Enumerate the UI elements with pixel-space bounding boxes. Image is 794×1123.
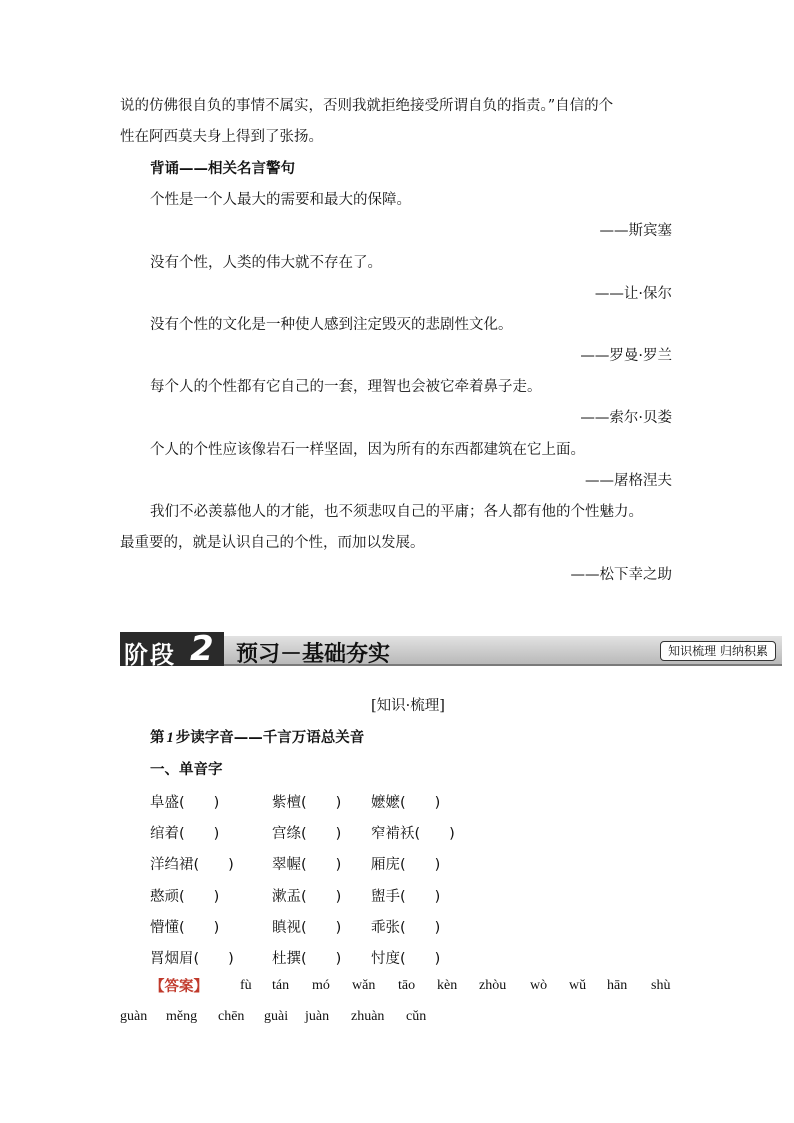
pinyin-answer: fù <box>240 978 252 993</box>
quote-text: 个人的个性应该像岩石一样坚固，因为所有的东西都建筑在它上面。 <box>150 442 585 458</box>
word-item: 盥手( ) <box>371 889 441 905</box>
quote-author: ——松下幸之助 <box>570 567 672 583</box>
quote-text-line-1: 我们不必羡慕他人的才能，也不须悲叹自己的平庸；各人都有他的个性魅力。 <box>150 504 643 520</box>
quote-text: 没有个性，人类的伟大就不存在了。 <box>150 255 382 271</box>
pinyin-answer: guài <box>264 1009 289 1024</box>
word-item: 漱盂( ) <box>272 889 342 905</box>
pinyin-answer: tāo <box>398 978 416 993</box>
step-prefix: 第 <box>150 730 165 746</box>
pinyin-answer: mó <box>312 978 330 993</box>
word-item: 罥烟眉( ) <box>150 951 234 967</box>
pinyin-answer: cǔn <box>406 1009 427 1024</box>
stage-badge <box>120 629 224 669</box>
step-suffix: 步读字音——千言万语总关音 <box>175 730 365 746</box>
quote-author: ——罗曼·罗兰 <box>580 348 672 364</box>
word-item: 杜撰( ) <box>272 951 342 967</box>
pinyin-answer: shù <box>651 978 671 993</box>
subheading: 一、单音字 <box>150 762 223 778</box>
quote-text: 没有个性的文化是一种使人感到注定毁灭的悲剧性文化。 <box>150 317 513 333</box>
word-item: 宫绦( ) <box>272 826 342 842</box>
stage-number: 2 <box>190 629 214 669</box>
banner-tag: 知识梳理 归纳积累 <box>660 641 776 661</box>
quote-text: 每个人的个性都有它自己的一套，理智也会被它牵着鼻子走。 <box>150 379 542 395</box>
pinyin-answer: zhuàn <box>351 1009 385 1024</box>
quote-text: 个性是一个人最大的需要和最大的保障。 <box>150 192 411 208</box>
pinyin-answer: kèn <box>437 978 458 993</box>
intro-line-2: 性在阿西莫夫身上得到了张扬。 <box>120 129 323 145</box>
banner-title: 预习－基础夯实 <box>236 642 391 667</box>
pinyin-answer: juàn <box>305 1009 330 1024</box>
word-item: 嬷嬷( ) <box>371 795 441 811</box>
word-item: 懵懂( ) <box>150 920 220 936</box>
word-item: 厢庑( ) <box>371 857 441 873</box>
answer-label: 【答案】 <box>150 979 208 995</box>
section-banner <box>120 629 782 669</box>
word-item: 憨顽( ) <box>150 889 220 905</box>
pinyin-answer: wò <box>530 978 548 993</box>
quote-author: ——斯宾塞 <box>599 223 672 239</box>
word-item: 乖张( ) <box>371 920 441 936</box>
quote-text-line-2: 最重要的，就是认识自己的个性，而加以发展。 <box>120 535 425 551</box>
word-item: 阜盛( ) <box>150 795 220 811</box>
word-item: 紫檀( ) <box>272 795 342 811</box>
section-label: [知识·梳理] <box>371 698 445 714</box>
word-item: 绾着( ) <box>150 826 220 842</box>
word-item: 窄褃袄( ) <box>371 826 455 842</box>
pinyin-answer: zhòu <box>479 978 507 993</box>
pinyin-answer: tán <box>272 978 290 993</box>
quote-author: ——屠格涅夫 <box>585 473 672 489</box>
pinyin-answer: chēn <box>218 1009 245 1024</box>
word-item: 忖度( ) <box>371 951 441 967</box>
step-heading <box>150 728 364 748</box>
stage-label: 阶段 <box>124 641 176 669</box>
quotes-heading: 背诵——相关名言警句 <box>150 161 295 177</box>
word-item: 翠幄( ) <box>272 857 342 873</box>
quote-author: ——让·保尔 <box>594 286 672 302</box>
quote-author: ——索尔·贝娄 <box>580 410 672 426</box>
step-number: 1 <box>166 730 174 746</box>
pinyin-answer: měng <box>166 1009 198 1024</box>
pinyin-answer: guàn <box>120 1009 148 1024</box>
pinyin-answer: wǎn <box>352 978 376 993</box>
pinyin-answer: hān <box>607 978 628 993</box>
intro-line-1: 说的仿佛很自负的事情不属实，否则我就拒绝接受所谓自负的指责。”自信的个 <box>120 98 614 114</box>
pinyin-answer: wǔ <box>569 978 587 993</box>
word-item: 洋绉裙( ) <box>150 857 234 873</box>
word-item: 瞋视( ) <box>272 920 342 936</box>
